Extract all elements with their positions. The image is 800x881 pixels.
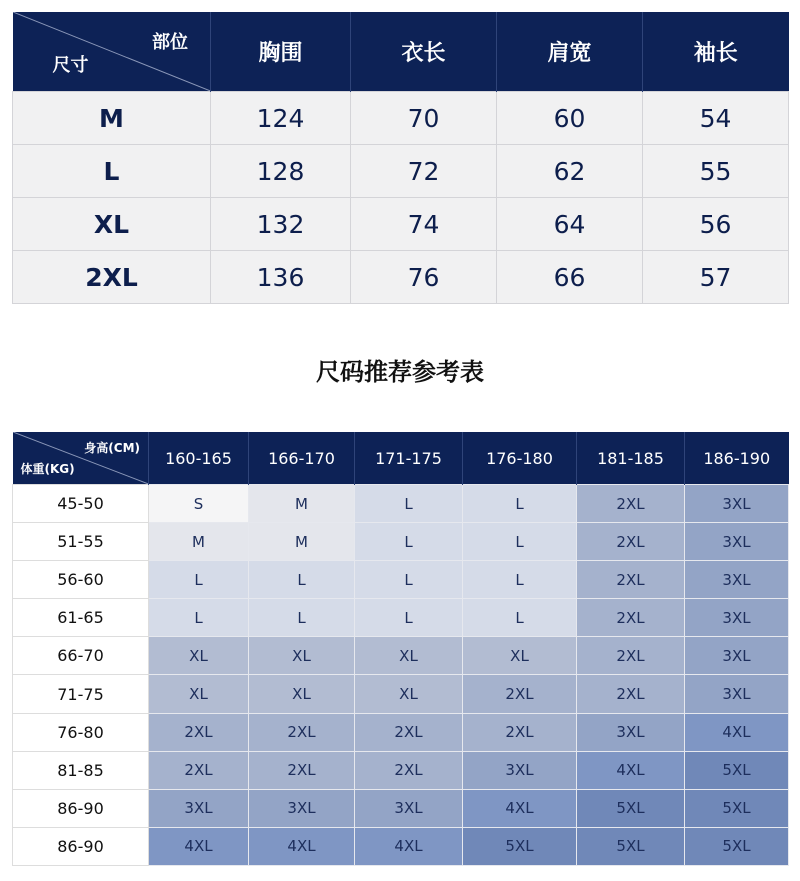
measurement-header-row <box>13 12 789 92</box>
recommended-size-cell: XL <box>463 637 577 675</box>
recommended-size-cell: 3XL <box>685 485 789 523</box>
recommended-size-cell: 5XL <box>577 789 685 827</box>
recommended-size-cell: L <box>249 561 355 599</box>
recommended-size-cell: 5XL <box>685 789 789 827</box>
value-cell: 124 <box>211 92 351 145</box>
weight-cell: 81-85 <box>13 751 149 789</box>
weight-cell: 86-90 <box>13 789 149 827</box>
recommended-size-cell: M <box>249 523 355 561</box>
header-sleeve: 袖长 <box>643 12 789 92</box>
size-cell: L <box>13 145 211 198</box>
recommended-size-cell: 4XL <box>463 789 577 827</box>
recommended-size-cell: 3XL <box>685 637 789 675</box>
measurement-corner-cell <box>13 12 211 92</box>
recommendation-corner-cell <box>13 432 149 485</box>
table-row <box>13 827 789 865</box>
recommended-size-cell: 2XL <box>463 675 577 713</box>
recommended-size-cell: 2XL <box>355 751 463 789</box>
recommended-size-cell: 5XL <box>463 827 577 865</box>
value-cell: 54 <box>643 92 789 145</box>
recommended-size-cell: S <box>149 485 249 523</box>
recommended-size-cell: 2XL <box>577 485 685 523</box>
table-row <box>13 251 789 304</box>
recommended-size-cell: 2XL <box>249 751 355 789</box>
value-cell: 76 <box>351 251 497 304</box>
height-header: 166-170 <box>249 432 355 485</box>
table-row <box>13 789 789 827</box>
recommended-size-cell: 3XL <box>685 523 789 561</box>
recommended-size-cell: L <box>463 599 577 637</box>
recommended-size-cell: XL <box>149 637 249 675</box>
header-shoulder: 肩宽 <box>497 12 643 92</box>
recommended-size-cell: 2XL <box>249 713 355 751</box>
value-cell: 64 <box>497 198 643 251</box>
header-chest: 胸围 <box>211 12 351 92</box>
value-cell: 132 <box>211 198 351 251</box>
recommended-size-cell: 4XL <box>249 827 355 865</box>
value-cell: 57 <box>643 251 789 304</box>
recommended-size-cell: 3XL <box>249 789 355 827</box>
recommended-size-cell: L <box>149 561 249 599</box>
recommended-size-cell: 3XL <box>685 561 789 599</box>
height-header: 160-165 <box>149 432 249 485</box>
recommended-size-cell: 3XL <box>355 789 463 827</box>
weight-cell: 61-65 <box>13 599 149 637</box>
table-row <box>13 523 789 561</box>
recommended-size-cell: 3XL <box>685 599 789 637</box>
recommended-size-cell: L <box>355 485 463 523</box>
size-label: 尺寸 <box>52 55 89 76</box>
recommended-size-cell: 3XL <box>577 713 685 751</box>
recommended-size-cell: 2XL <box>149 713 249 751</box>
recommended-size-cell: 5XL <box>577 827 685 865</box>
size-recommendation-table <box>12 432 789 866</box>
height-header: 181-185 <box>577 432 685 485</box>
recommended-size-cell: 2XL <box>577 523 685 561</box>
weight-cell: 86-90 <box>13 827 149 865</box>
recommended-size-cell: 4XL <box>685 713 789 751</box>
height-header: 171-175 <box>355 432 463 485</box>
recommended-size-cell: 2XL <box>577 599 685 637</box>
recommended-size-cell: 3XL <box>149 789 249 827</box>
recommended-size-cell: 2XL <box>577 637 685 675</box>
recommended-size-cell: 4XL <box>149 827 249 865</box>
weight-cell: 71-75 <box>13 675 149 713</box>
value-cell: 56 <box>643 198 789 251</box>
size-cell: XL <box>13 198 211 251</box>
recommended-size-cell: 2XL <box>577 675 685 713</box>
recommended-size-cell: XL <box>355 675 463 713</box>
recommended-size-cell: 2XL <box>355 713 463 751</box>
recommended-size-cell: 5XL <box>685 751 789 789</box>
value-cell: 55 <box>643 145 789 198</box>
table-row <box>13 713 789 751</box>
weight-label: 体重(KG) <box>20 462 75 476</box>
recommended-size-cell: L <box>249 599 355 637</box>
value-cell: 72 <box>351 145 497 198</box>
value-cell: 66 <box>497 251 643 304</box>
weight-cell: 66-70 <box>13 637 149 675</box>
measurement-table <box>12 12 789 304</box>
table-row <box>13 485 789 523</box>
table-row <box>13 599 789 637</box>
recommended-size-cell: 3XL <box>463 751 577 789</box>
value-cell: 62 <box>497 145 643 198</box>
height-label: 身高(CM) <box>84 441 140 455</box>
recommended-size-cell: 3XL <box>685 675 789 713</box>
size-cell: 2XL <box>13 251 211 304</box>
recommended-size-cell: L <box>463 485 577 523</box>
height-header: 186-190 <box>685 432 789 485</box>
recommended-size-cell: XL <box>249 675 355 713</box>
table-row <box>13 751 789 789</box>
weight-cell: 76-80 <box>13 713 149 751</box>
recommended-size-cell: 4XL <box>355 827 463 865</box>
recommended-size-cell: 2XL <box>577 561 685 599</box>
weight-cell: 56-60 <box>13 561 149 599</box>
value-cell: 136 <box>211 251 351 304</box>
recommended-size-cell: L <box>355 599 463 637</box>
recommended-size-cell: 2XL <box>463 713 577 751</box>
height-header: 176-180 <box>463 432 577 485</box>
table-row <box>13 198 789 251</box>
recommendation-header-row <box>13 432 789 485</box>
recommended-size-cell: L <box>355 561 463 599</box>
recommended-size-cell: L <box>463 561 577 599</box>
size-cell: M <box>13 92 211 145</box>
header-length: 衣长 <box>351 12 497 92</box>
value-cell: 74 <box>351 198 497 251</box>
value-cell: 60 <box>497 92 643 145</box>
recommended-size-cell: 5XL <box>685 827 789 865</box>
table-row <box>13 675 789 713</box>
table-row <box>13 145 789 198</box>
table-row <box>13 637 789 675</box>
recommended-size-cell: M <box>149 523 249 561</box>
recommended-size-cell: 4XL <box>577 751 685 789</box>
weight-cell: 51-55 <box>13 523 149 561</box>
table-row <box>13 92 789 145</box>
recommended-size-cell: XL <box>249 637 355 675</box>
recommended-size-cell: 2XL <box>149 751 249 789</box>
value-cell: 70 <box>351 92 497 145</box>
weight-cell: 45-50 <box>13 485 149 523</box>
recommended-size-cell: M <box>249 485 355 523</box>
recommended-size-cell: XL <box>149 675 249 713</box>
part-label: 部位 <box>152 32 188 53</box>
value-cell: 128 <box>211 145 351 198</box>
recommended-size-cell: L <box>149 599 249 637</box>
recommended-size-cell: L <box>355 523 463 561</box>
recommended-size-cell: L <box>463 523 577 561</box>
recommendation-title: 尺码推荐参考表 <box>316 358 484 386</box>
recommended-size-cell: XL <box>355 637 463 675</box>
table-row <box>13 561 789 599</box>
